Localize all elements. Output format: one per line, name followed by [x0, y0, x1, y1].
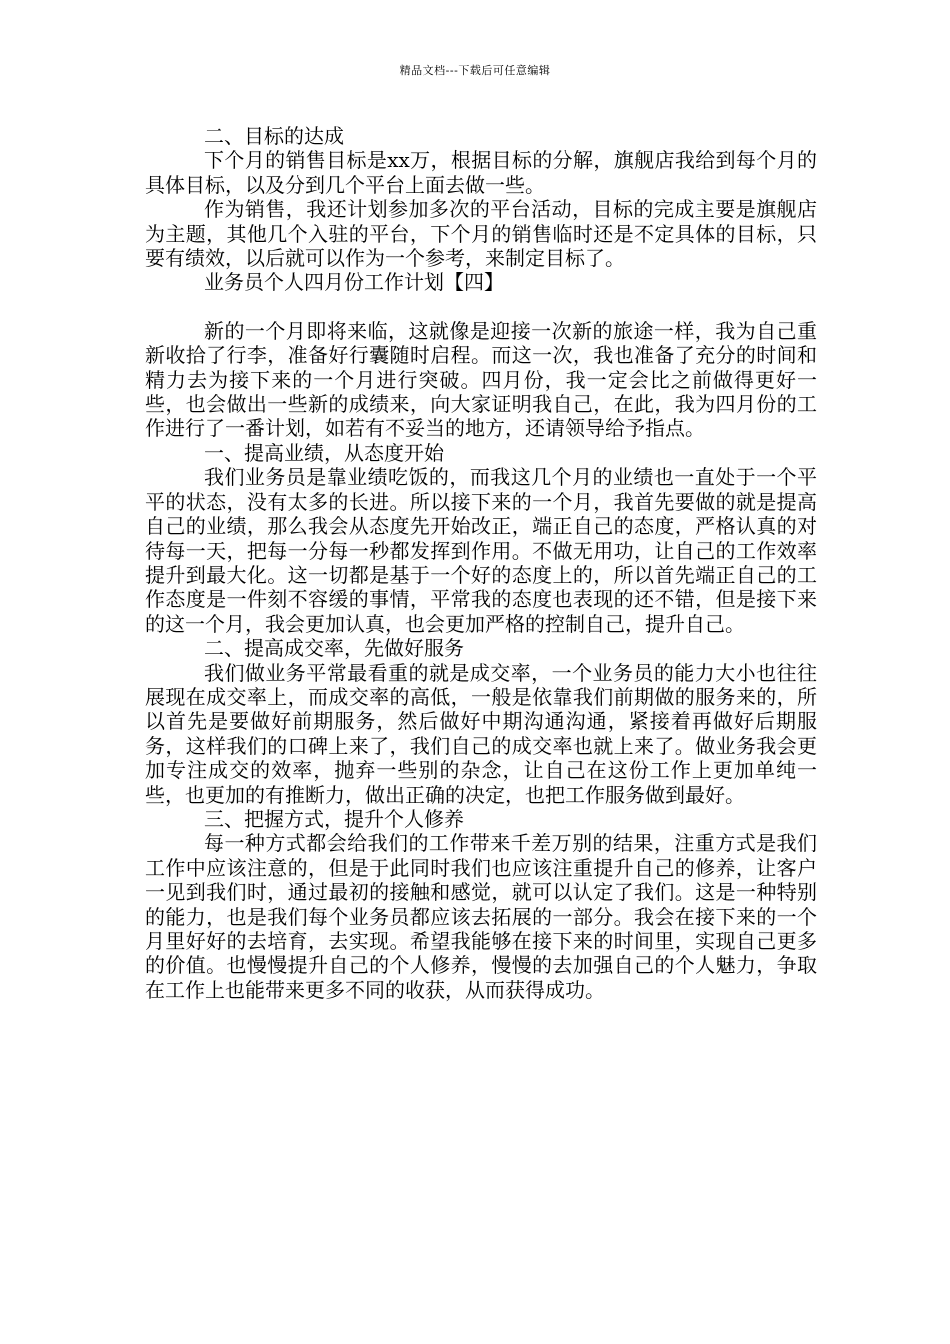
blank-line: [145, 295, 817, 319]
section-heading-approach: 三、把握方式，提升个人修养: [204, 806, 464, 831]
paragraph-performance: 我们业务员是靠业绩吃饭的，而我这几个月的业绩也一直处于一个平平的状态，没有太多的长进。所以接下来的一个月，我首先要做的就是提高自己的业绩，那么我会从态度先开始改正，端正自己的态度，严格认真的对待每一天，把每一分每一秒都发挥到作用。不做无用功，让自己的工作效率提升到最大化。这一切都是基于一个好的态度上的，所以首先端正自己的工作态度是一件刻不容缓的事情，平常我的态度也表现的还不错，但是接下来的这一个月，我会更加认真，也会更加严格的控制自己，提升自己。: [145, 465, 817, 636]
paragraph-intro: 新的一个月即将来临，这就像是迎接一次新的旅途一样，我为自己重新收拾了行李，准备好行囊随时启程。而这一次，我也准备了充分的时间和精力去为接下来的一个月进行突破。四月份，我一定会比之前做得更好一些，也会做出一些新的成绩来，向大家证明我自己，在此，我为四月份的工作进行了一番计划，如若有不妥当的地方，还请领导给予指点。: [145, 318, 817, 441]
section-heading-goal-achievement: 二、目标的达成: [204, 124, 344, 148]
paragraph-approach: 每一种方式都会给我们的工作带来千差万别的结果，注重方式是我们工作中应该注意的，但是于此同时我们也应该注重提升自己的修养，让客户一见到我们时，通过最初的接触和感觉，就可以认定了我们。这是一种特别的能力，也是我们每个业务员都应该去拓展的一部分。我会在接下来的一个月里好好的去培育，去实现。希望我能够在接下来的时间里，实现自己更多的价值。也慢慢提升自己的个人修养，慢慢的去加强自己的个人魅力，争取在工作上也能带来更多不同的收获，从而获得成功。: [145, 831, 817, 1002]
section-heading-performance: 一、提高业绩，从态度开始: [204, 440, 444, 465]
paragraph-platform-activities: 作为销售，我还计划参加多次的平台活动，目标的完成主要是旗舰店为主题，其他几个入驻的平台，下个月的销售临时还是不定具体的目标，只要有绩效，以后就可以作为一个参考，来制定目标了。: [145, 197, 817, 271]
document-body: [145, 124, 817, 1002]
section-heading-conversion: 二、提高成交率，先做好服务: [204, 636, 464, 661]
paragraph-sales-target: 下个月的销售目标是xx万，根据目标的分解，旗舰店我给到每个月的具体目标，以及分到几个平台上面去做一些。: [145, 148, 817, 197]
page-header: 精品文档---下载后可任意编辑: [399, 64, 551, 77]
paragraph-conversion: 我们做业务平常最看重的就是成交率，一个业务员的能力大小也往往展现在成交率上，而成交率的高低，一般是依靠我们前期做的服务来的，所以首先是要做好前期服务，然后做好中期沟通沟通，紧接着再做好后期服务，这样我们的口碑上来了，我们自己的成交率也就上来了。做业务我会更加专注成交的效率，抛弃一些别的杂念，让自己在这份工作上更加单纯一些，也更加的有推断力，做出正确的决定，也把工作服务做到最好。: [145, 660, 817, 807]
document-subtitle: 业务员个人四月份工作计划【四】: [204, 270, 504, 295]
